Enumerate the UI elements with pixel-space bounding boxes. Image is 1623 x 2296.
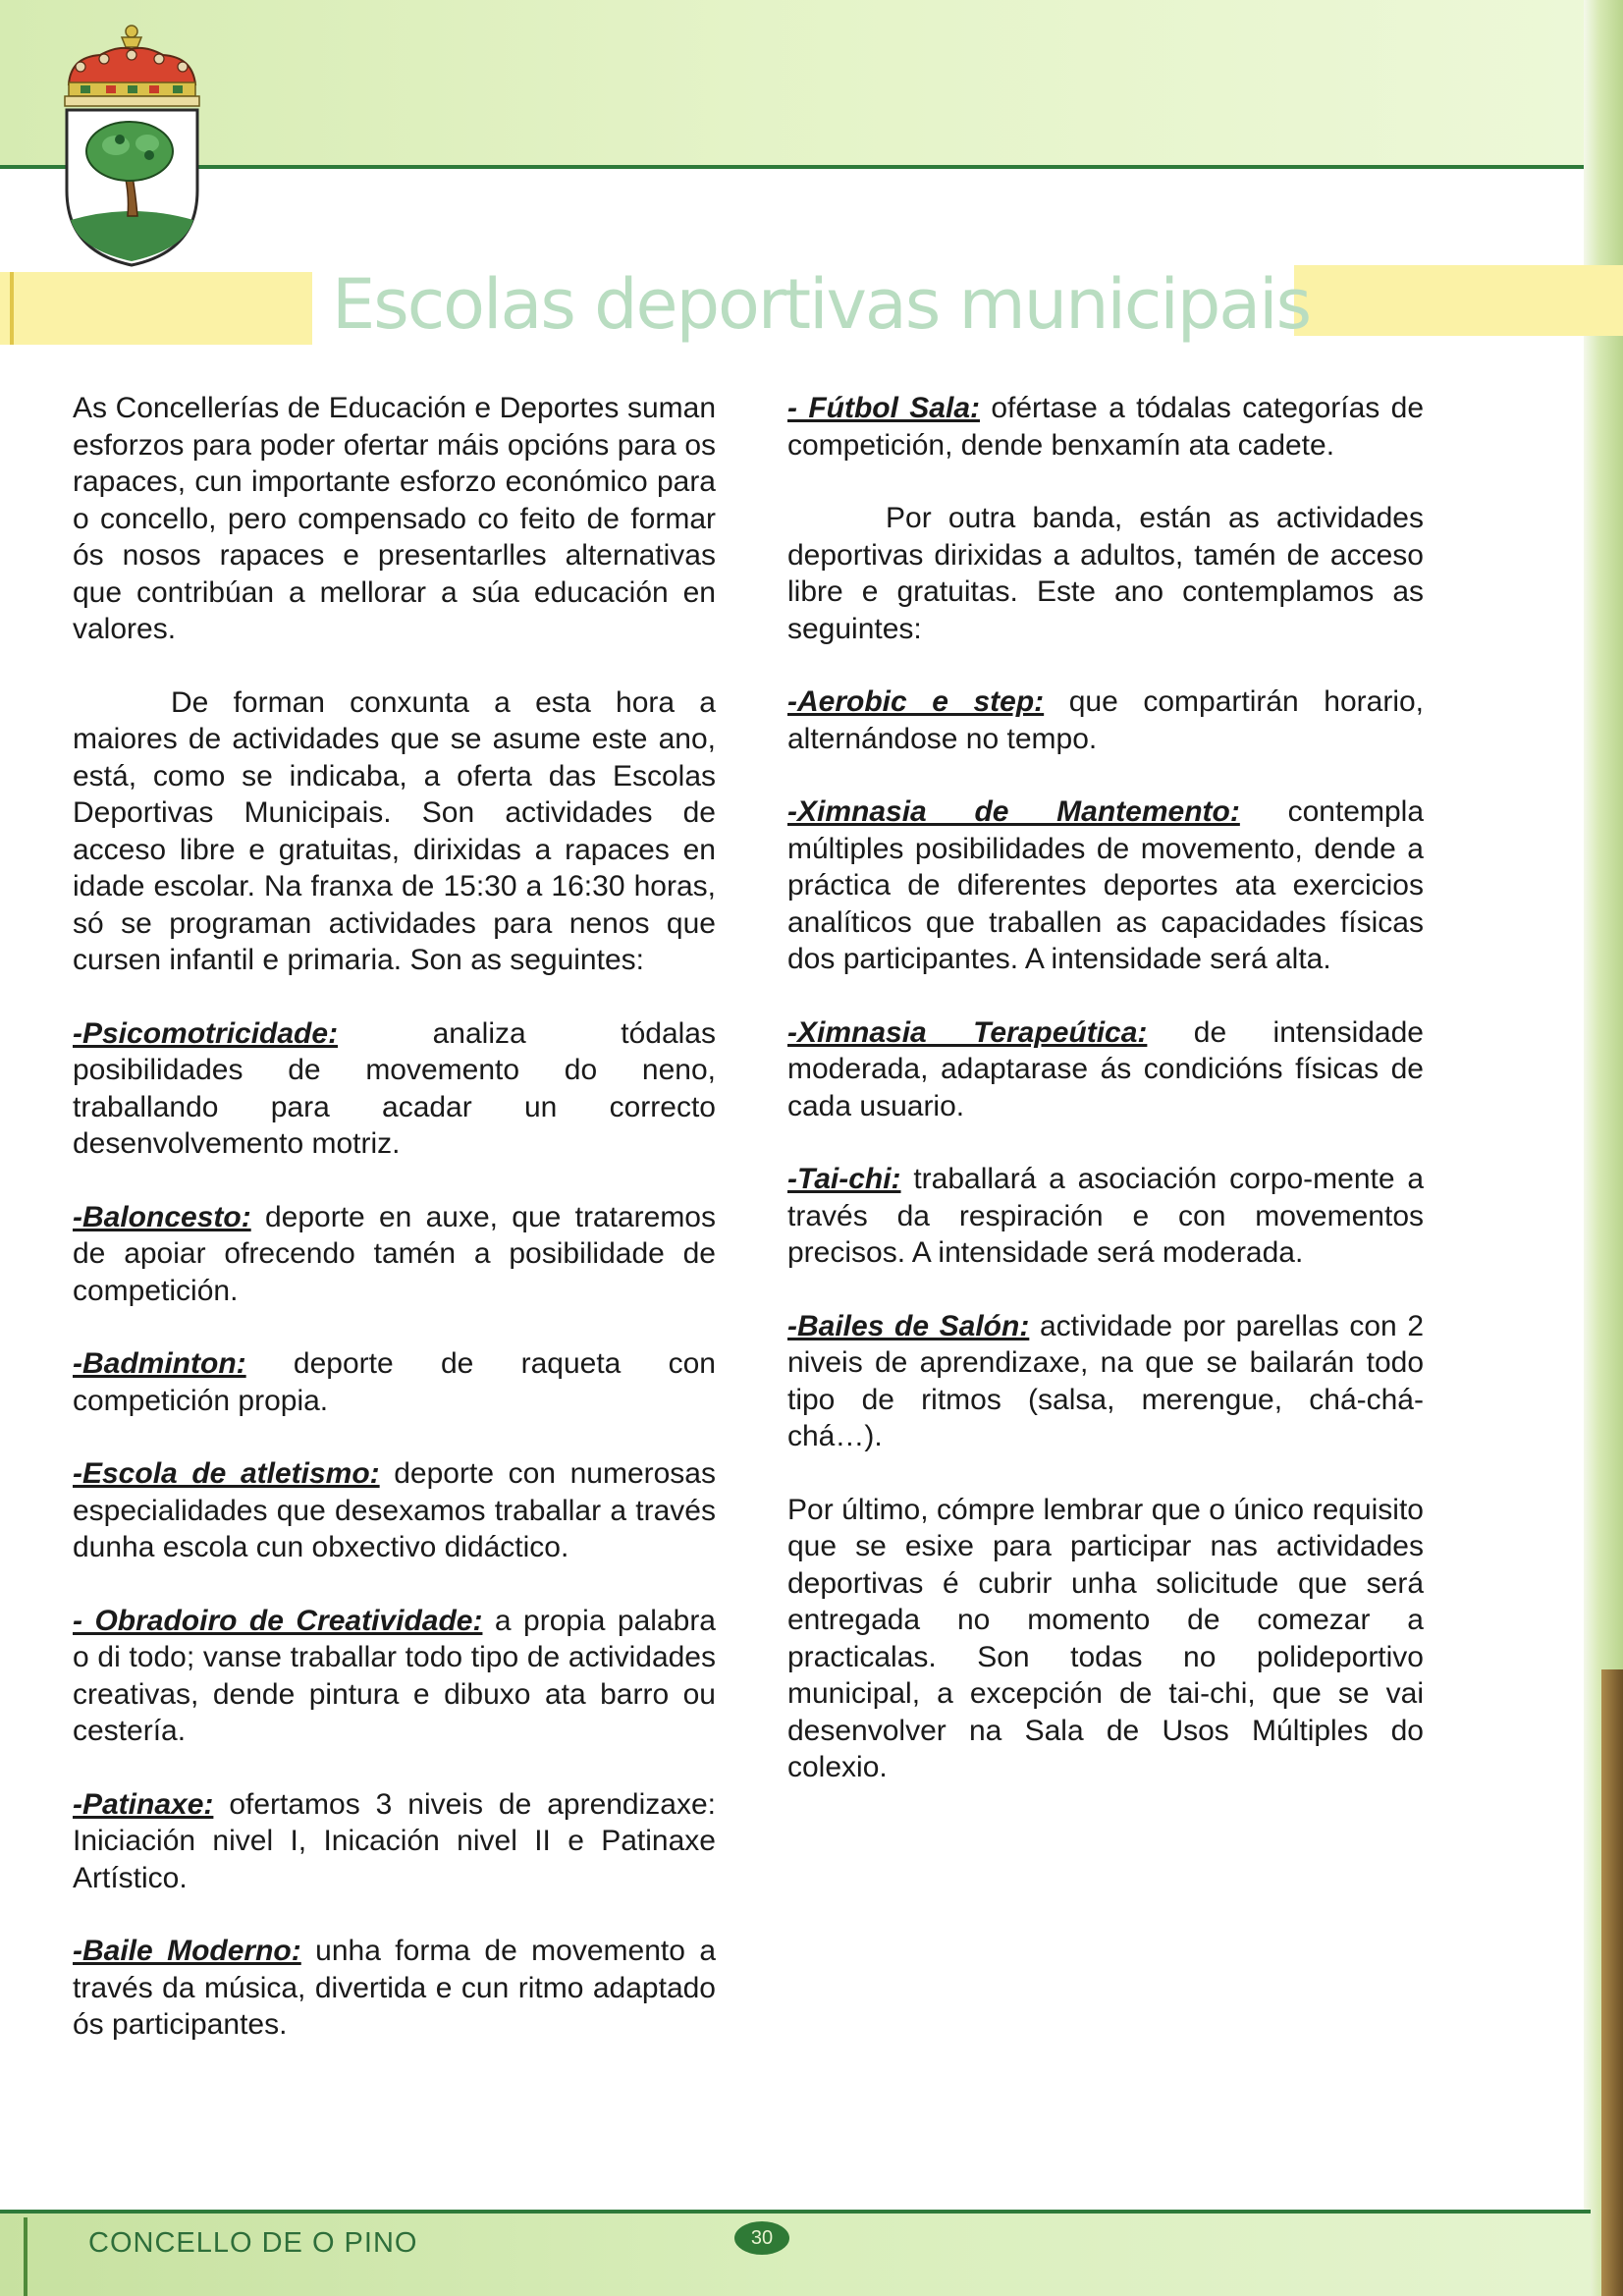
right-column [787,390,1424,1823]
footer-publisher: CONCELLO DE O PINO [88,2227,418,2259]
activity-item: -Escola de atletismo: deporte con numerosas especialidades que desexamos traballar a través dunha escola cun obxectivo didáctico. [73,1457,716,1563]
coat-of-arms-icon [61,24,203,269]
page-title: Escolas deportivas municipais [332,264,1311,345]
title-accent-right [1294,265,1623,336]
adults-paragraph: Por outra banda, están as actividades deportivas dirixidas a adultos, tamén de acceso libre e gratuitas. Este ano contemplamos as seguintes: [787,502,1424,645]
page-edge-shadow [1601,1669,1623,2296]
activity-item: -Aerobic e step: que compartirán horario, alternándose no tempo. [787,685,1425,755]
activity-item: -Baile Moderno: unha forma de movemento a través da música, divertida e cun ritmo adaptado ós participantes. [73,1935,717,2041]
schedule-paragraph: De forman conxunta a esta hora a maiores de actividades que se asume este ano, está, como se indicaba, a oferta das Escolas Deportivas Municipais. Son actividades de acceso libre e gratuitas, dirixidas a rapaces en idade escolar. Na franxa de 15:30 a 16:30 horas, só se programan actividades para nenos que cursen infantil e primaria. Son as seguintes: [73,685,716,976]
activity-item: -Patinaxe: ofertamos 3 niveis de aprendizaxe: Iniciación nivel I, Inicación nivel II e Patinaxe Artístico. [73,1787,716,1894]
title-accent-left [0,272,312,345]
activity-item: -Ximnasia de Mantemento: contempla múltiples posibilidades de movemento, dende a práctica de diferentes deportes ata exercicios analíticos que traballen as capacidades físicas dos participantes. A intensidade será alta. [787,795,1424,975]
activity-item: - Fútbol Sala: ofértase a tódalas categorías de competición, dende benxamín ata cadete. [787,392,1424,462]
activity-item: -Badminton: deporte de raqueta con competición propia. [73,1347,716,1417]
activity-item: - Obradoiro de Creatividade: a propia palabra o di todo; vanse traballar todo tipo de actividades creativas, dende pintura e dibuxo ata barro ou cestería. [73,1604,716,1747]
activity-item: -Bailes de Salón: actividade por parellas con 2 niveis de aprendizaxe, na que se bailarán todo tipo de ritmos (salsa, merengue, chá-chá-chá…). [787,1309,1424,1452]
activity-item: -Baloncesto: deporte en auxe, que trataremos de apoiar ofrecendo tamén a posibilidade de competición. [73,1200,716,1307]
header-rule [0,165,1591,169]
page-number-badge: 30 [734,2221,789,2255]
intro-paragraph: As Concellerías de Educación e Deportes suman esforzos para poder ofertar máis opcións para os rapaces, cun importante esforzo económico para o concello, pero compensado co feito de formar ós nosos rapaces e presentarlles alternativas que contribúan a mellorar a súa educación en valores. [73,392,716,645]
header-band [0,0,1623,165]
crown-icon [65,26,199,106]
activity-item: -Psicomotricidade: analiza tódalas posibilidades de movemento do neno, traballando para acadar un correcto desenvolvemento motriz. [73,1016,716,1160]
activity-item: -Ximnasia Terapeútica: de intensidade moderada, adaptarase ás condicións físicas de cada usuario. [787,1015,1424,1122]
activity-item: -Tai-chi: traballará a asociación corpo-mente a través da respiración e con movementos precisos. A intensidade será moderada. [787,1163,1424,1269]
left-column [73,390,716,2080]
closing-paragraph: Por último, cómpre lembrar que o único requisito que se esixe para participar nas actividades deportivas é cubrir unha solicitude que será entregada no momento de comezar a practicalas. Son todas no polideportivo municipal, a excepción de tai-chi, que se vai desenvolver na Sala de Usos Múltiples do colexio. [787,1493,1424,1783]
